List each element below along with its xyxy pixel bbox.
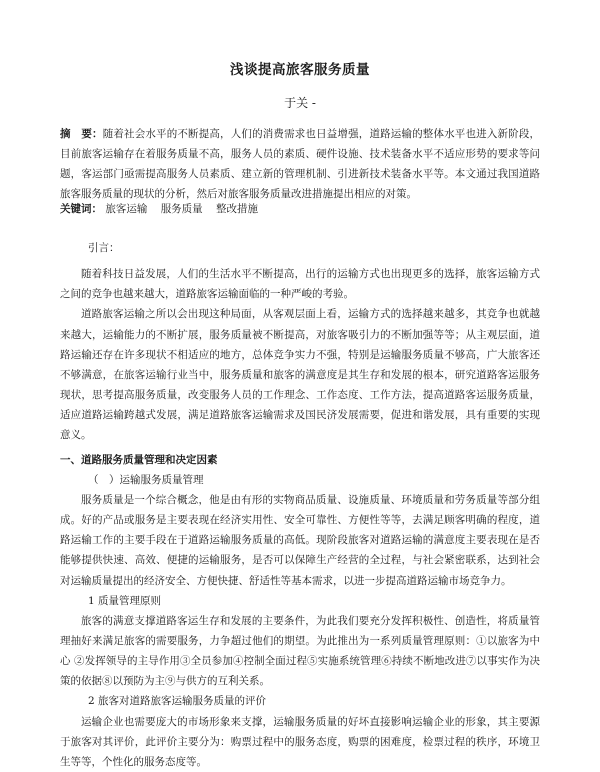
numbered-heading: 2 旅客对道路旅客运输服务质量的评价 bbox=[88, 695, 267, 708]
abstract-text: 随着社会水平的不断提高，人们的消费需求也日益增强，道路运输的整体水平也进入新阶段，目前旅客运输存在着服务质量不高，服务人员的素质、硬件设施、技术装备水平不适应形势的要求等问题，客运部门亟需提高服务人员素质、建立新的管理机制、引进新技术装备水平等。本文通过我国道路旅客服务质量的现状的分析，然后对旅客服务质量改进措施提出相应的对策。 bbox=[60, 128, 541, 200]
keyword-item: 旅客运输 bbox=[105, 203, 148, 215]
paragraph: 旅客的满意支撑道路客运生存和发展的主要条件，为此我们要充分发挥积极性、创造性，将质量管理抽好来满足旅客的需要服务，力争超过他们的期望。为此推出为一系列质量管理原则：①以旅客为中心 ②发挥领导的主导作用③全员参加④控制全面过程⑤实施系统管理⑥持续不断地改进⑦以事实作为决策的依据⑧以预防为主⑨与供方的互利关系。 bbox=[60, 614, 540, 688]
section-heading: 一、道路服务质量管理和决定因素 bbox=[60, 453, 218, 466]
keyword-item: 整改措施 bbox=[216, 203, 259, 215]
intro-heading: 引言： bbox=[88, 242, 120, 254]
paper-title: 浅谈提高旅客服务质量 bbox=[230, 62, 370, 78]
paragraph: 运输企业也需要庞大的市场形象来支撑，运输服务质量的好坏直接影响运输企业的形象，其主要源于旅客对其评价，此评价主要分为：购票过程中的服务态度，购票的困难度，检票过程的秩序，环境卫生等等，个性化的服务态度等。 bbox=[60, 715, 540, 768]
paragraph: 随着科技日益发展，人们的生活水平不断提高，出行的运输方式也出现更多的选择，旅客运输方式之间的竞争也越来越大，道路旅客运输面临的一种严峻的考验。 bbox=[60, 268, 540, 301]
paragraph: 服务质量是一个综合概念，他是由有形的实物商品质量、设施质量、环境质量和劳务质量等部分组成。好的产品或服务是主要表现在经济实用性、安全可靠性、方便性等等，去满足顾客明确的程度，道路运输工作的主要手段在于道路运输服务质量的高低。现阶段旅客对道路运输的满意度主要表现在是否能够提供快速、高效、便捷的运输服务，是否可以保障生产经营的全过程，与社会紧密联系，达到社会对运输质量提出的经济安全、方便快捷、舒适性等基本需求，以进一步提高道路运输市场竞争力。 bbox=[60, 493, 540, 587]
paragraph: 道路旅客运输之所以会出现这种局面，从客观层面上看，运输方式的选择越来越多，其竞争也就越来越大，运输能力的不断扩展，服务质量被不断提高，对旅客吸引力的不断加强等等；从主观层面，道路运输还存在许多现状不相适应的地方，总体竞争实力不强，特别是运输服务质量不够高，广大旅客还不够满意，在旅客运输行业当中，服务质量和旅客的满意度是其生存和发展的根本，研究道路客运服务现状，思考提高服务质量，改变服务人员的工作理念、工作态度、工作方法，提高道路客运服务质量，适应道路运输跨越式发展，满足道路旅客运输需求及国民济发展需要，促进和谐发展，具有重要的实现意义。 bbox=[60, 308, 540, 442]
body-text bbox=[60, 238, 540, 772]
numbered-heading: 1 质量管理原则 bbox=[88, 594, 162, 607]
abstract-block bbox=[60, 125, 540, 205]
keyword-item: 服务质量 bbox=[160, 203, 203, 215]
keywords-label: 关键词： bbox=[60, 203, 102, 215]
abstract-label: 摘 要： bbox=[60, 128, 103, 140]
subsection-heading: （ ）运输服务质量管理 bbox=[88, 473, 204, 486]
keywords-block bbox=[60, 200, 540, 219]
author-name: 于关 - bbox=[284, 96, 316, 110]
